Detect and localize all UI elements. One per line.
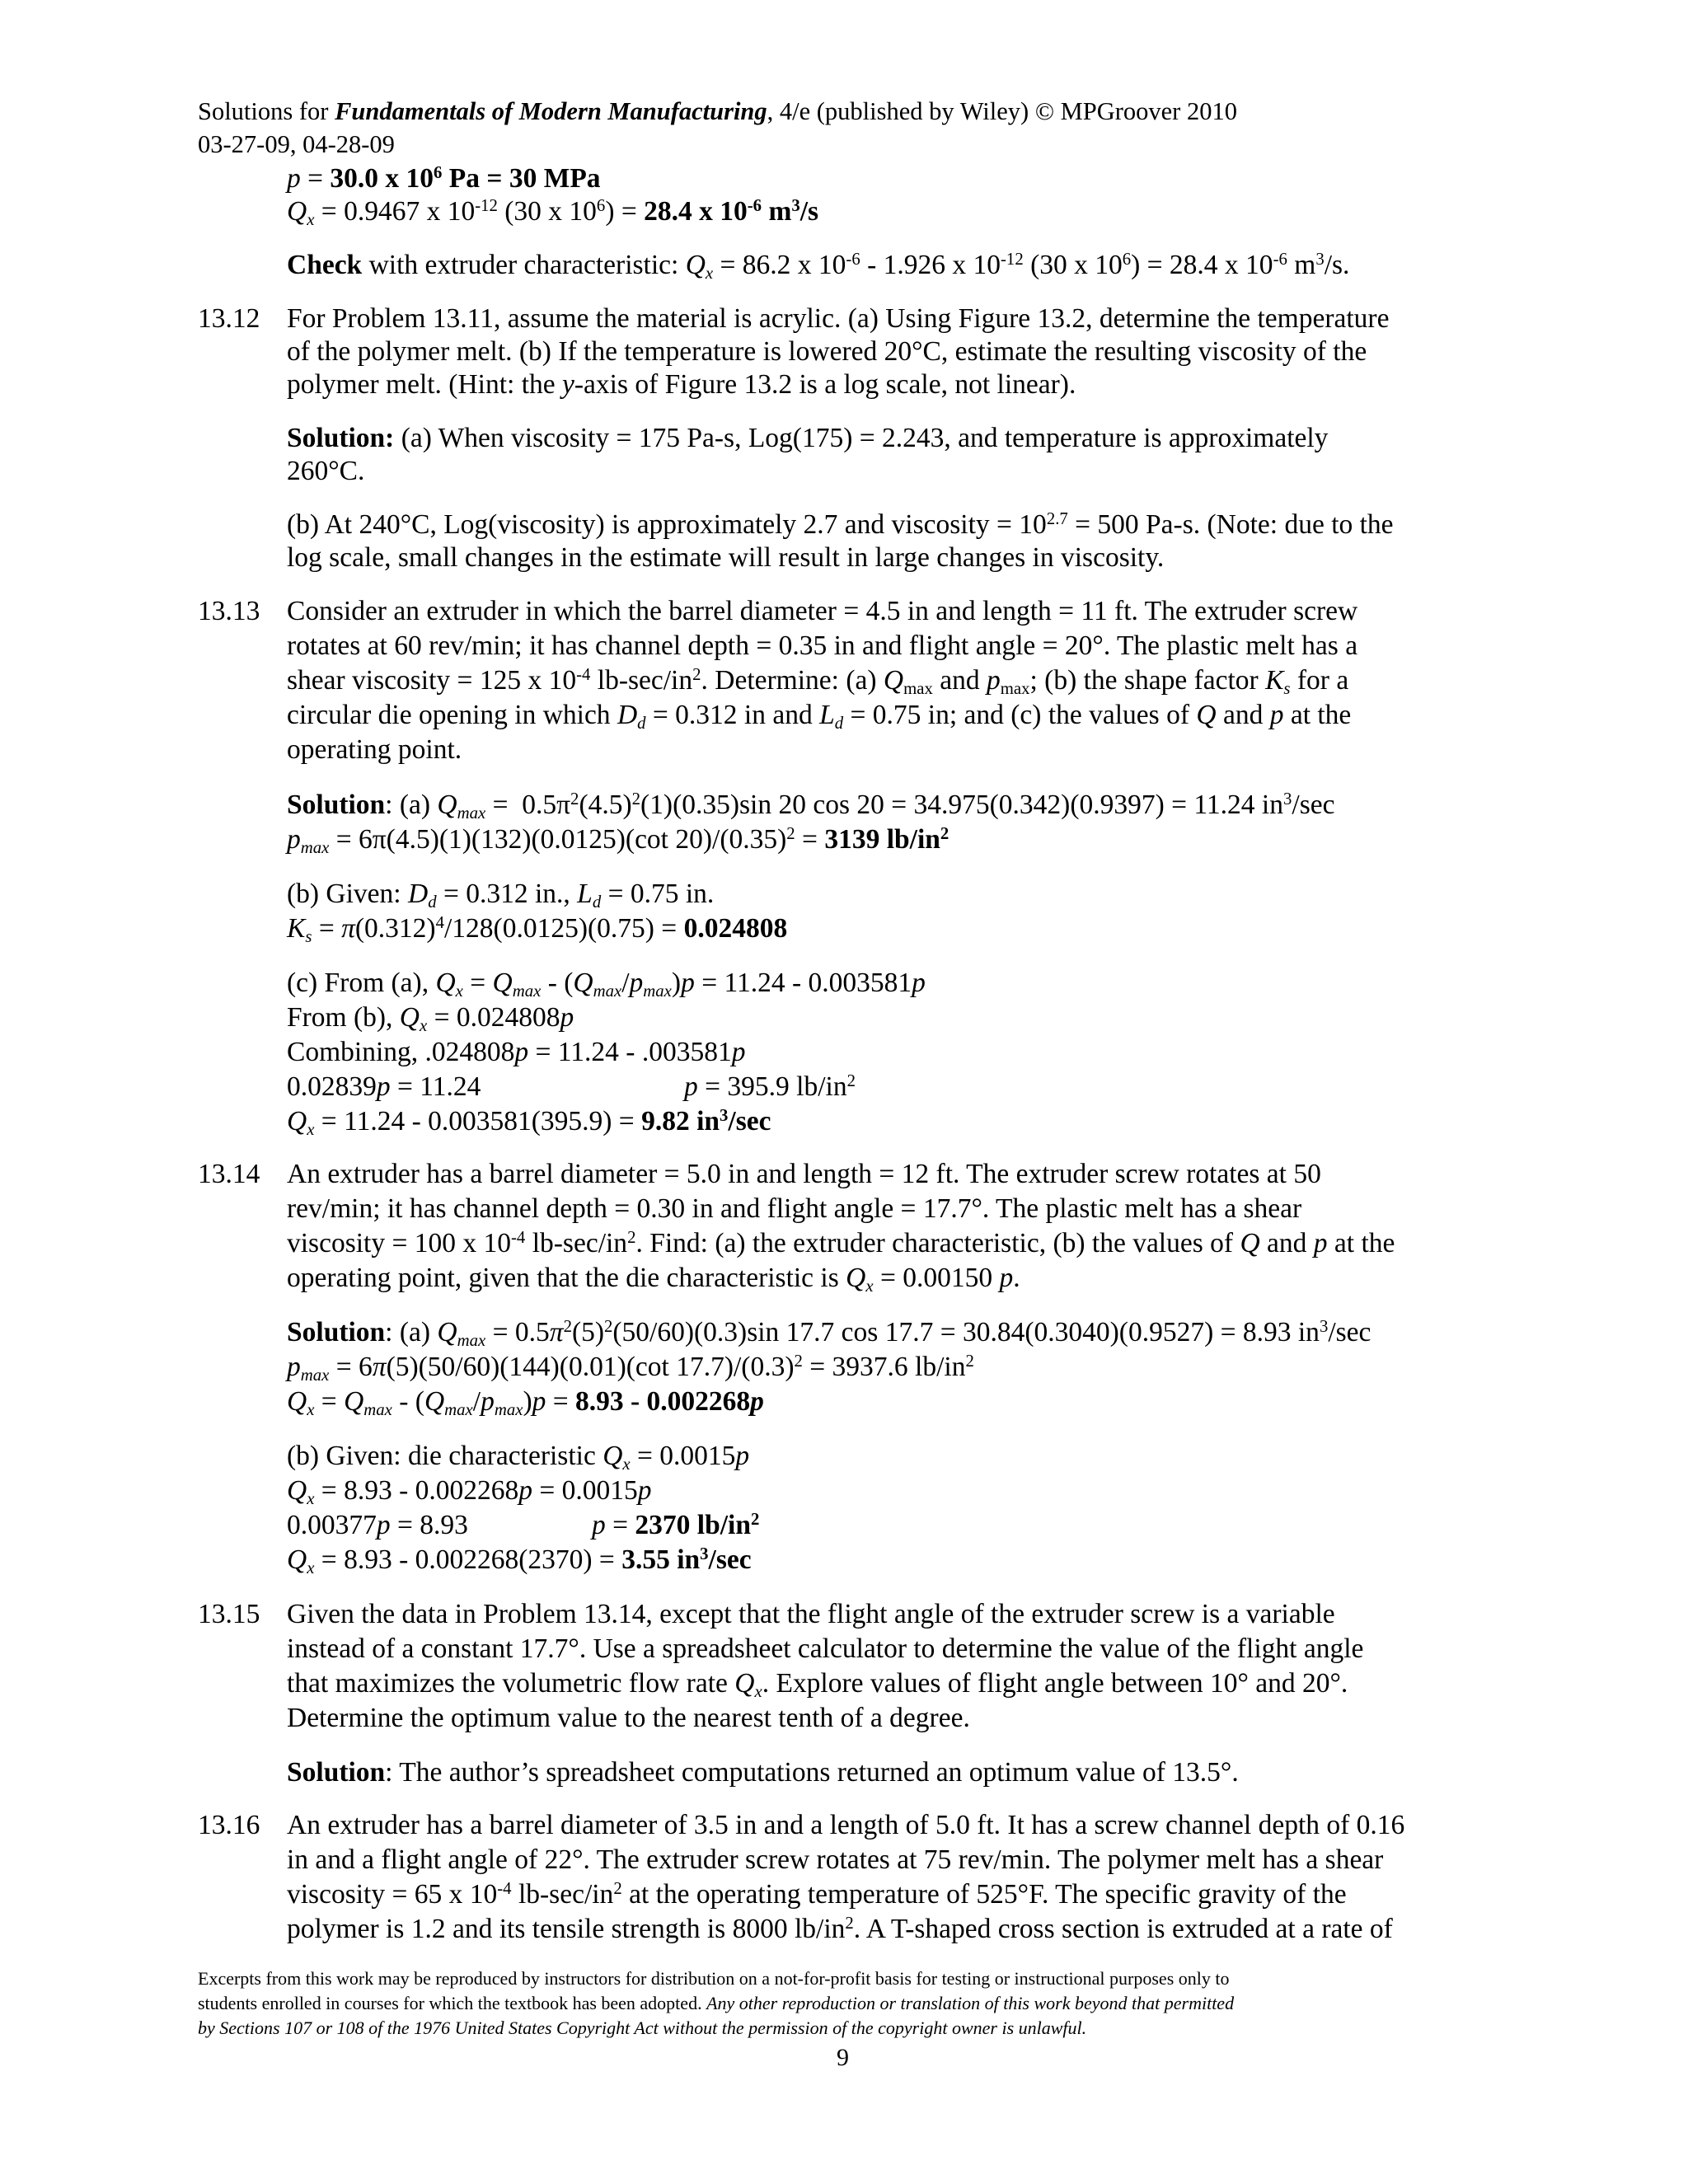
problem-number: 13.12 bbox=[198, 303, 260, 334]
problem-statement-line: For Problem 13.11, assume the material is acrylic. (a) Using Figure 13.2, determine the temperature bbox=[287, 303, 1390, 334]
problem-statement-line: operating point, given that the die characteristic is $Q_x = 0.00150$ p. bbox=[287, 1263, 1020, 1296]
solution-line: $K_s = \pi(0.312)^4/128(0.0125)(0.75) = 0.024808$ bbox=[287, 912, 788, 947]
problem-statement-line: viscosity = 100 x $10^{-4}$ $lb-\sec/in^2$. Find: (a) the extruder characteristic, (b) the values of Q and p at the bbox=[287, 1227, 1395, 1258]
solution-line: (b) Given: die characteristic $Q_x = 0.0015p$ bbox=[287, 1441, 750, 1474]
book-title: Fundamentals of Modern Manufacturing bbox=[335, 97, 767, 125]
footer-copyright-line: Excerpts from this work may be reproduced by instructors for distribution on a not-for-profit basis for testing or instructional purposes only to bbox=[198, 1968, 1230, 1989]
solution-line: $p_{max} = 6\pi(4.5)(1)(132)(0.0125)(\cot$ $20)/(0.35)^2 = 3139$ $lb/in^2$ bbox=[287, 823, 950, 858]
solution-line: Combining, .024808p = 11.24 - .003581p bbox=[287, 1037, 746, 1067]
problem-statement-line: in and a flight angle of 22°. The extruder screw rotates at 75 rev/min. The polymer melt has a shear bbox=[287, 1844, 1384, 1875]
problem-statement-line: circular die opening in which $D_d = 0.312$ in and $L_d = 0.75$ in; and (c) the values of Q and p at the bbox=[287, 700, 1352, 733]
problem-statement-line: polymer melt. (Hint: the y-axis of Figure 13.2 is a log scale, not linear). bbox=[287, 369, 1076, 400]
solution-line: From (b), $Q_x = 0.024808p$ bbox=[287, 1002, 574, 1036]
solution-line: (b) Given: $D_d = 0.312$ in., $L_d = 0.75$ in. bbox=[287, 879, 715, 912]
check-line: Check with extruder characteristic: $Q_x = 86.2$ x $10^{-6} - 1.926$ x $10^{-12}$ (30 x $10^6) = 28.4$ x $10^{-6}$ $m^3/s$. bbox=[287, 249, 1350, 284]
solution-line: $Q_x = 11.24 - 0.003581(395.9) = 9.82$ $in^3/\sec$ bbox=[287, 1105, 771, 1140]
footer-copyright-line: students enrolled in courses for which the textbook has been adopted. Any other reproduction or translation of this work beyond that permitted bbox=[198, 1993, 1235, 2013]
solution-line: p = 395.9 $lb/in^2$ bbox=[684, 1071, 856, 1102]
solution-line: Solution: (a) $Q_{max} = 0.5\pi^2(5)^2(50/60)(0.3)\sin$ 17.7 cos 17.7 = 30.84(0.3040)(0.9527) = 8.93 $in^3/\sec$ bbox=[287, 1316, 1372, 1351]
problem-number: 13.14 bbox=[198, 1159, 260, 1189]
problem-statement-line: rev/min; it has channel depth = 0.30 in and flight angle = 17.7°. The plastic melt has a shear bbox=[287, 1193, 1302, 1224]
page-number: 9 bbox=[837, 2044, 849, 2071]
solution-line: 0.00377p = 8.93 bbox=[287, 1510, 468, 1540]
problem-statement-line: that maximizes the volumetric flow rate $Q_x$. Explore values of flight angle between 10° and 20°. bbox=[287, 1668, 1348, 1702]
problem-statement-line: viscosity = 65 x $10^{-4}$ $lb-\sec/in^2$ at the operating temperature of 525°F. The specific gravity of the bbox=[287, 1878, 1347, 1910]
q-result-line: $Q_x = 0.9467$ x $10^{-12}$ (30 x $10^6) = 28.4$ x $10^{-6}$ $m^3/s$ bbox=[287, 195, 819, 230]
problem-statement-line: shear viscosity = 125 x $10^{-4}$ $lb-\sec/in^2$. Determine: (a) $Q_{max}$ and $p_{max}$; (b) the shape factor $K_s$ for a bbox=[287, 664, 1349, 699]
problem-statement-line: rotates at 60 rev/min; it has channel depth = 0.35 in and flight angle = 20°. The plastic melt has a bbox=[287, 630, 1358, 661]
solution-line: 260°C. bbox=[287, 456, 365, 486]
problem-statement-line: of the polymer melt. (b) If the temperature is lowered 20°C, estimate the resulting viscosity of the bbox=[287, 336, 1367, 367]
solution-line: 0.02839p = 11.24 bbox=[287, 1071, 481, 1102]
solution-line: log scale, small changes in the estimate will result in large changes in viscosity. bbox=[287, 542, 1165, 573]
header-dates: 03-27-09, 04-28-09 bbox=[198, 130, 395, 158]
problem-number: 13.15 bbox=[198, 1599, 260, 1629]
running-header: Solutions for Fundamentals of Modern Manufacturing, 4/e (published by Wiley) © MPGroover 2010 bbox=[198, 97, 1237, 125]
problem-statement-line: instead of a constant 17.7°. Use a spreadsheet calculator to determine the value of the flight angle bbox=[287, 1633, 1364, 1664]
p-result-line: p = 30.0 x $10^6$ Pa = 30 MPa bbox=[287, 162, 601, 194]
solution-line: Solution: (a) $Q_{max} = 0.5\pi^2(4.5)^2(1)(0.35)\sin$ 20 cos 20 = 34.975(0.342)(0.9397) = 11.24 $in^3/\sec$ bbox=[287, 789, 1335, 823]
solution-line: (c) From (a), $Q_x = Q_{max} - (Q_{max}/p_{max})p = 11.24 - 0.003581p$ bbox=[287, 968, 926, 1001]
solution-line: $Q_x = 8.93 - 0.002268(2370) = 3.55$ $in^3/\sec$ bbox=[287, 1544, 752, 1578]
solution-line: $p_{max} = 6\pi(5)(50/60)(144)(0.01)(\cot$ $17.7)/(0.3)^2 = 3937.6$ $lb/in^2$ bbox=[287, 1351, 974, 1385]
solution-line: Solution: (a) When viscosity = 175 Pa-s, Log(175) = 2.243, and temperature is approximately bbox=[287, 423, 1329, 453]
problem-statement-line: An extruder has a barrel diameter of 3.5 in and a length of 5.0 ft. It has a screw channel depth of 0.16 bbox=[287, 1810, 1405, 1840]
problem-statement-line: Consider an extruder in which the barrel diameter = 4.5 in and length = 11 ft. The extruder screw bbox=[287, 596, 1358, 626]
solution-line: Solution: The author’s spreadsheet computations returned an optimum value of 13.5°. bbox=[287, 1757, 1239, 1788]
problem-statement-line: operating point. bbox=[287, 734, 462, 765]
problem-number: 13.13 bbox=[198, 596, 260, 626]
solution-line: (b) At 240°C, Log(viscosity) is approximately 2.7 and viscosity = $10^{2.7} = 500$ Pa-s. (Note: due to the bbox=[287, 509, 1394, 540]
problem-statement-line: Determine the optimum value to the nearest tenth of a degree. bbox=[287, 1703, 970, 1733]
problem-statement-line: Given the data in Problem 13.14, except that the flight angle of the extruder screw is a variable bbox=[287, 1599, 1335, 1629]
problem-number: 13.16 bbox=[198, 1810, 260, 1840]
problem-statement-line: An extruder has a barrel diameter = 5.0 in and length = 12 ft. The extruder screw rotates at 50 bbox=[287, 1159, 1321, 1189]
solution-line: $Q_x = Q_{max} - (Q_{max}/p_{max})p = 8.93 - 0.002268p$ bbox=[287, 1386, 764, 1420]
solution-line: $Q_x = 8.93 - 0.002268p = 0.0015p$ bbox=[287, 1475, 652, 1509]
solution-line: p = 2370 $lb/in^2$ bbox=[592, 1509, 760, 1540]
problem-statement-line: polymer is 1.2 and its tensile strength is 8000 $lb/in^2$. A T-shaped cross section is extruded at a rate of bbox=[287, 1913, 1393, 1944]
footer-copyright-line: by Sections 107 or 108 of the 1976 United States Copyright Act without the permission of the copyright owner is unlawful. bbox=[198, 2018, 1087, 2038]
